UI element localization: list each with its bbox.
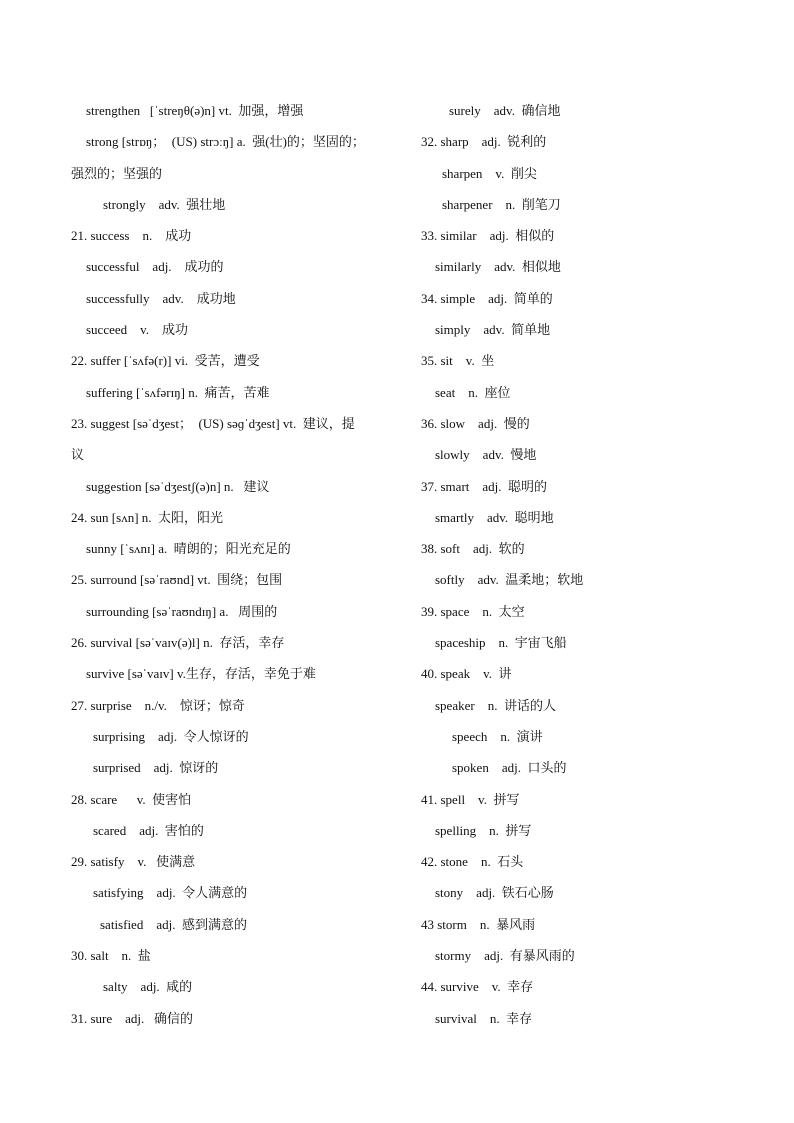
right-entry-line: survival n. 幸存 [435, 1010, 533, 1026]
left-entry-line: 31. sure adj. 确信的 [71, 1010, 194, 1026]
left-entry-line: 30. salt n. 盐 [71, 948, 151, 964]
right-entry-line: 40. speak v. 讲 [421, 666, 512, 682]
right-entry-line: softly adv. 温柔地；软地 [435, 572, 584, 588]
left-entry-line: strengthen [ˈstreŋθ(ə)n] vt. 加强，增强 [86, 103, 304, 118]
right-column [421, 95, 721, 1034]
right-entry-line: slowly adv. 慢地 [435, 447, 537, 463]
right-entry-line: 42. stone n. 石头 [421, 854, 524, 870]
left-entry-line: 25. surround [səˈraʊnd] vt. 围绕；包围 [71, 572, 283, 588]
left-entry-line: 强烈的；坚强的 [71, 165, 163, 181]
left-entry-line: successfully adv. 成功地 [86, 290, 236, 306]
right-entry-line: stony adj. 铁石心肠 [435, 885, 554, 901]
left-entry-line: surprised adj. 惊讶的 [93, 760, 219, 776]
right-entry-line: 37. smart adj. 聪明的 [421, 478, 548, 494]
right-entry-line: 39. space n. 太空 [421, 603, 525, 619]
right-entry-line: surely adv. 确信地 [449, 103, 561, 118]
left-entry-line: suffering [ˈsʌfərɪŋ] n. 痛苦，苦难 [86, 384, 270, 400]
left-entry-line: suggestion [səˈdʒestʃ(ə)n] n. 建议 [86, 478, 270, 494]
right-entry-line: 35. sit v. 坐 [421, 353, 495, 369]
left-entry-line: 议 [71, 447, 85, 463]
right-entry-line: spelling n. 拼写 [435, 822, 532, 838]
left-entry-line: 21. success n. 成功 [71, 228, 192, 244]
right-entry-line: 32. sharp adj. 锐利的 [421, 134, 547, 150]
left-entry-line: 27. surprise n./v. 惊讶；惊奇 [71, 697, 245, 713]
right-entry-line: 43 storm n. 暴风雨 [421, 916, 536, 932]
left-entry-line: successful adj. 成功的 [86, 259, 224, 275]
left-entry-line: sunny [ˈsʌnɪ] a. 晴朗的；阳光充足的 [86, 541, 291, 557]
right-entry-line: 41. spell v. 拼写 [421, 791, 520, 807]
left-entry-line: succeed v. 成功 [86, 322, 189, 338]
left-entry-line: survive [səˈvaɪv] v.生存，存活，幸免于难 [86, 666, 316, 682]
right-entry-line: 38. soft adj. 软的 [421, 541, 525, 557]
right-entry-line: spoken adj. 口头的 [452, 760, 567, 776]
left-entry-line: 26. survival [səˈvaɪv(ə)l] n. 存活，幸存 [71, 635, 285, 651]
left-entry-line: strong [strɒŋ； (US) strɔːŋ] a. 强(壮)的；坚固的； [86, 134, 365, 150]
left-entry-line: surrounding [səˈraʊndɪŋ] a. 周围的 [86, 603, 278, 619]
right-entry-line: sharpener n. 削笔刀 [442, 196, 561, 212]
left-column [71, 95, 383, 1034]
left-entry-line: surprising adj. 令人惊讶的 [93, 728, 249, 744]
right-entry-line: seat n. 座位 [435, 384, 511, 400]
right-entry-line: stormy adj. 有暴风雨的 [435, 948, 575, 964]
left-entry-line: satisfying adj. 令人满意的 [93, 885, 248, 901]
left-entry-line: 24. sun [sʌn] n. 太阳，阳光 [71, 509, 224, 525]
right-entry-line: spaceship n. 宇宙飞船 [435, 635, 567, 651]
right-entry-line: 44. survive v. 幸存 [421, 979, 534, 995]
right-entry-line: speech n. 演讲 [452, 728, 543, 744]
right-entry-line: similarly adv. 相似地 [435, 259, 561, 275]
left-entry-line: 28. scare v. 使害怕 [71, 791, 192, 807]
left-entry-line: strongly adv. 强壮地 [103, 196, 226, 212]
left-entry-line: 29. satisfy v. 使满意 [71, 854, 196, 870]
left-entry-line: salty adj. 咸的 [103, 979, 193, 995]
right-entry-line: speaker n. 讲话的人 [435, 697, 556, 713]
left-entry-line: 22. suffer [ˈsʌfə(r)] vi. 受苦，遭受 [71, 353, 260, 369]
right-entry-line: 34. simple adj. 简单的 [421, 290, 553, 306]
right-entry-line: 36. slow adj. 慢的 [421, 415, 530, 431]
left-entry-line: satisfied adj. 感到满意的 [100, 916, 247, 932]
left-entry-line: scared adj. 害怕的 [93, 822, 204, 838]
right-entry-line: simply adv. 简单地 [435, 322, 551, 338]
right-entry-line: 33. similar adj. 相似的 [421, 228, 555, 244]
right-entry-line: sharpen v. 削尖 [442, 165, 537, 181]
left-entry-line: 23. suggest [səˈdʒest； (US) səɡˈdʒest] vt. 建议，提 [71, 415, 355, 431]
right-entry-line: smartly adv. 聪明地 [435, 509, 554, 525]
